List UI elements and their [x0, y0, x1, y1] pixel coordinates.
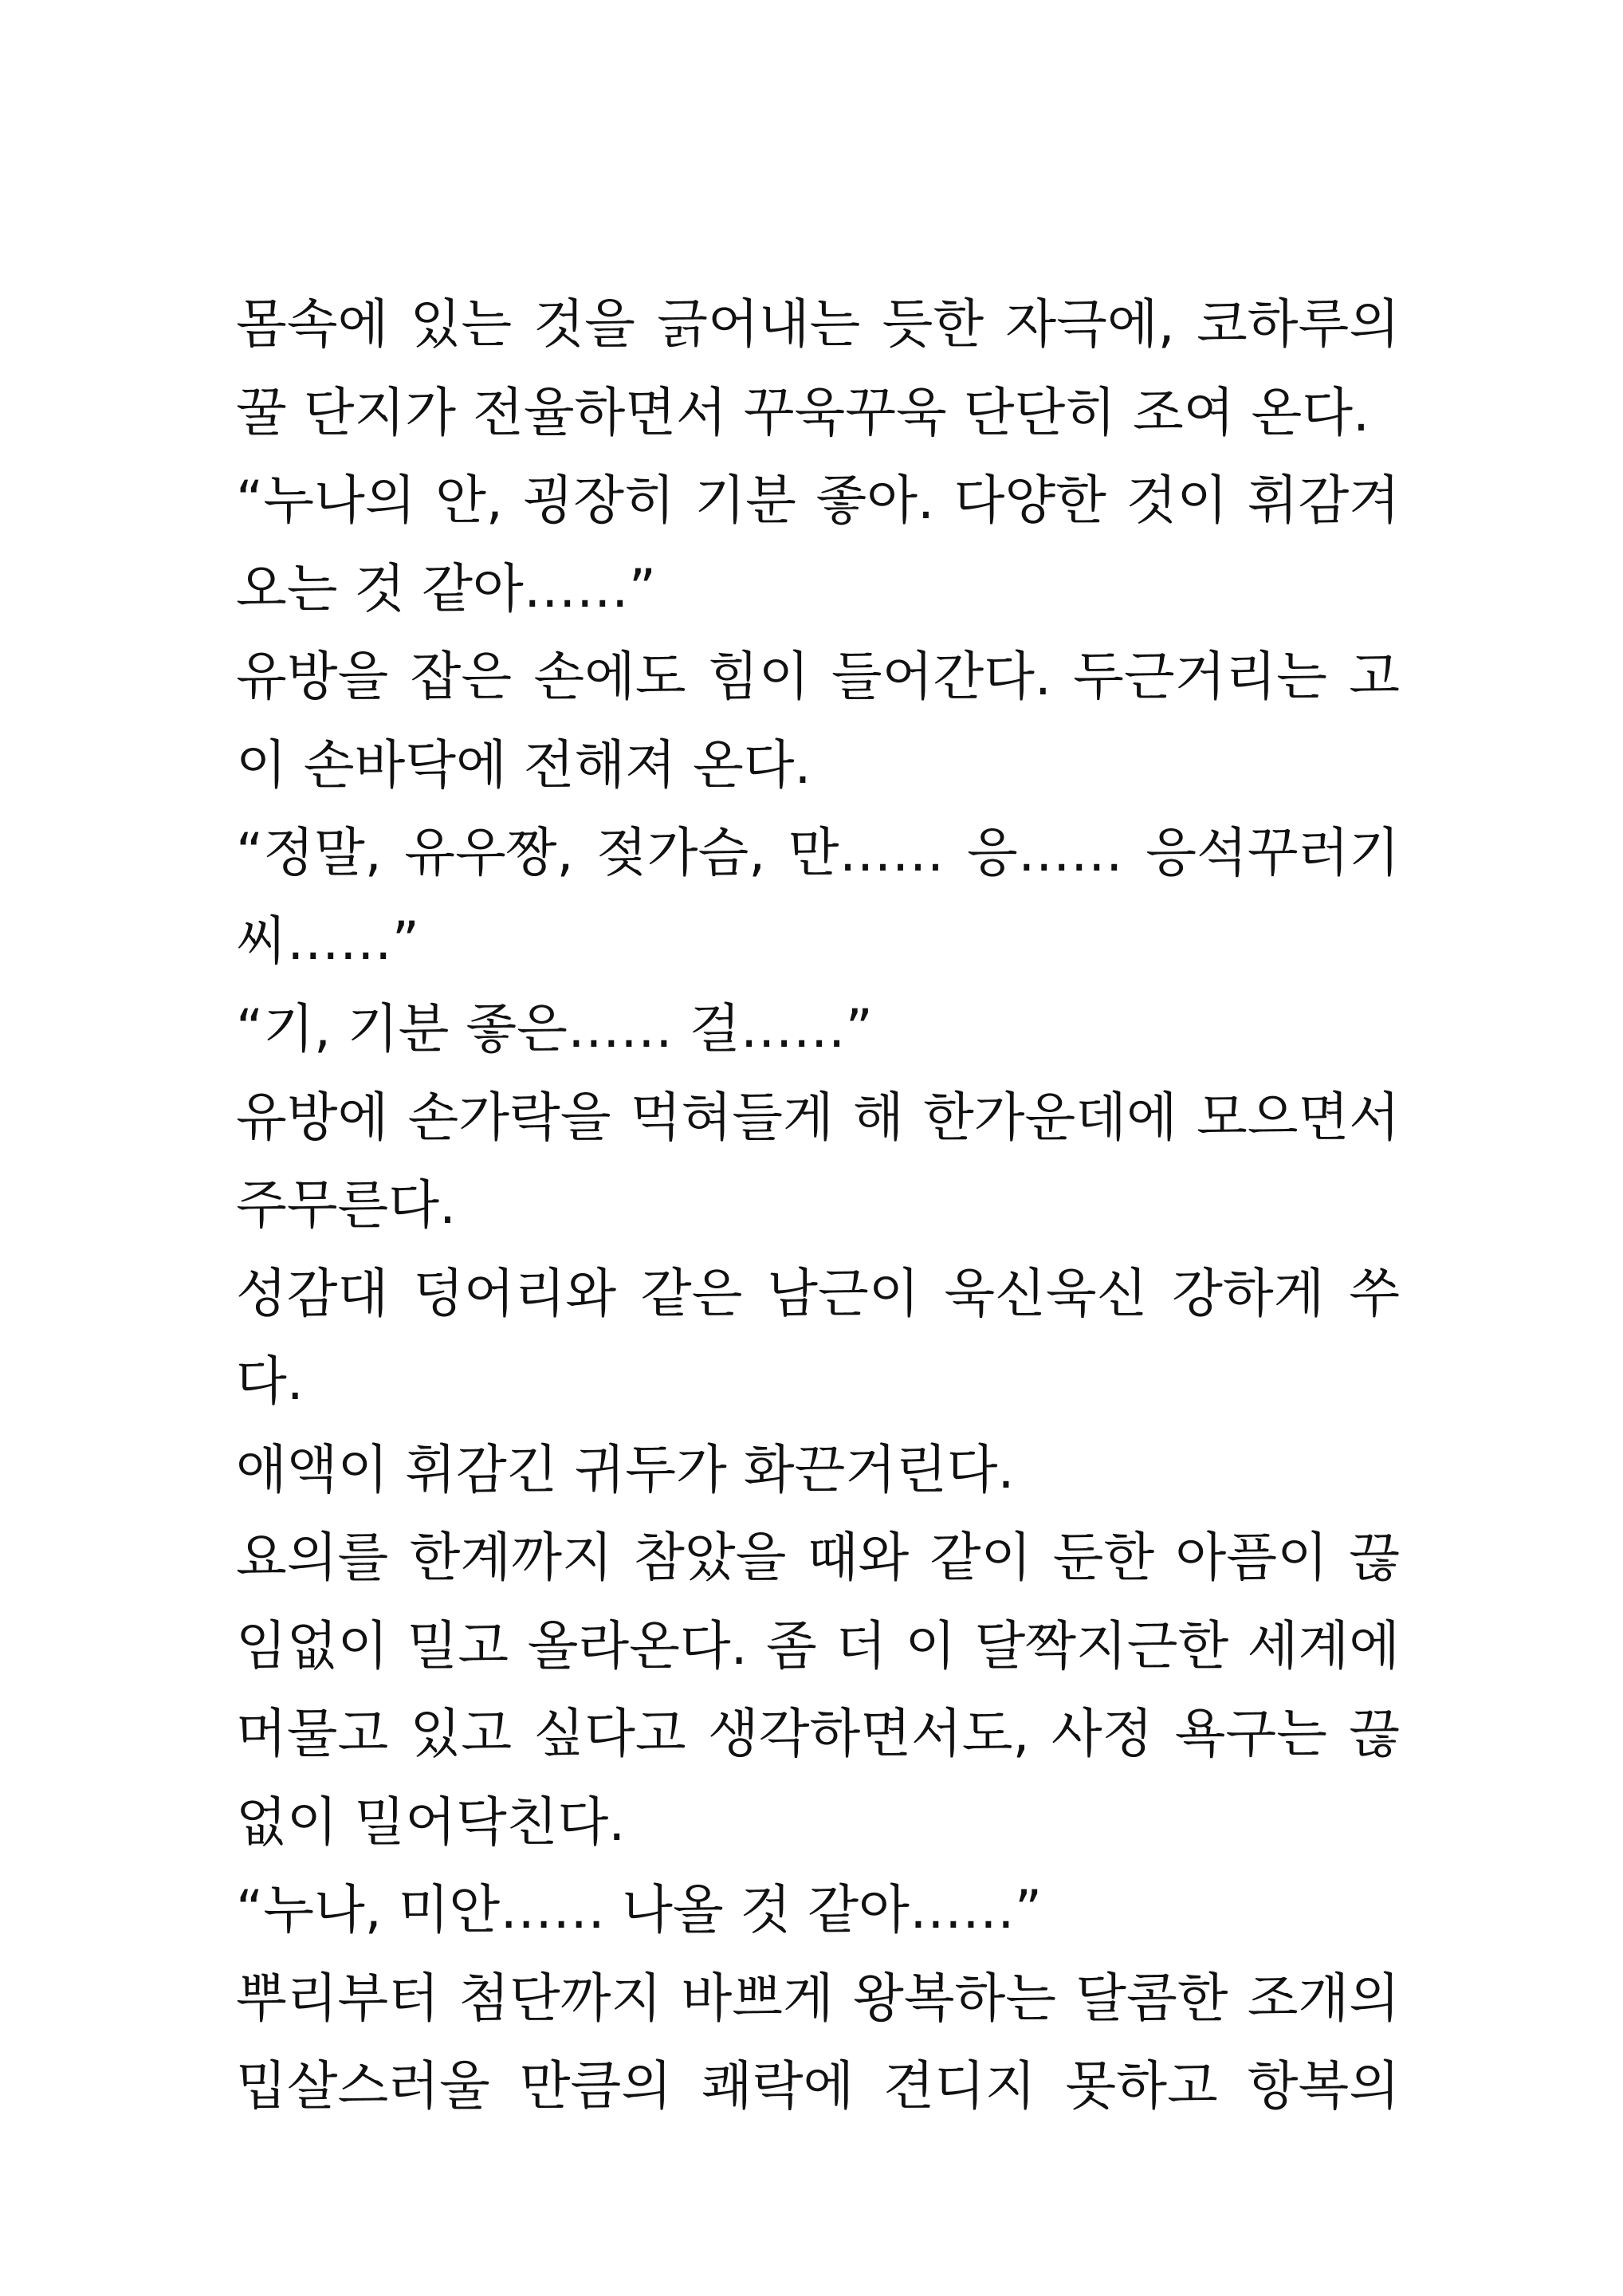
text-line-5: 유방을 잡은 손에도 힘이 들어간다. 두근거리는 고 — [236, 646, 1400, 707]
text-line-10: 유방에 손가락을 먹혀들게 해 한가운데에 모으면서 — [236, 1086, 1400, 1148]
text-line-4: 오는 것 같아……” — [236, 557, 656, 619]
text-line-21: 밉살스러울 만큼의 쾌락에 견디지 못하고 항복의 — [236, 2055, 1400, 2117]
text-line-18: 없이 밀어닥친다. — [236, 1791, 626, 1853]
text-line-12: 성감대 덩어리와 같은 남근이 욱신욱신 강하게 쑤 — [236, 1262, 1400, 1324]
text-line-3: “누나의 안, 굉장히 기분 좋아. 다양한 것이 휘감겨 — [236, 470, 1400, 531]
text-line-16: 임없이 밀고 올라온다. 좀 더 이 달짝지근한 세계에 — [236, 1614, 1400, 1677]
text-line-15: 요의를 한계까지 참았을 때와 같이 둔한 아픔이 끊 — [236, 1527, 1400, 1588]
text-line-13: 다. — [236, 1350, 304, 1412]
text-line-6: 이 손바닥에 전해져 온다. — [236, 733, 812, 796]
text-line-17: 머물고 있고 싶다고 생각하면서도, 사정 욕구는 끊 — [236, 1703, 1400, 1764]
text-line-8: 씨……” — [236, 910, 419, 972]
text-line-14: 애액이 휘감긴 귀두가 화끈거린다. — [236, 1438, 1015, 1500]
text-line-7: “정말, 유우짱, 젖가슴, 만…… 응…… 응석꾸러기 — [236, 822, 1400, 883]
text-line-20: 뿌리부터 첨단까지 바쁘게 왕복하는 달콤한 조개의 — [236, 1967, 1400, 2029]
text-line-11: 주무른다. — [236, 1174, 457, 1236]
text-line-2: 꿀 단지가 전율하면서 꾸욱꾸욱 단단히 조여 온다. — [236, 381, 1370, 443]
text-line-1: 몸속에 있는 것을 긁어내는 듯한 자극에, 코하루의 — [236, 293, 1400, 355]
text-line-9: “기, 기분 좋은…… 걸……” — [236, 998, 873, 1060]
body-text — [236, 281, 1400, 2131]
text-line-19: “누나, 미안…… 나올 것 같아……” — [236, 1879, 1043, 1940]
